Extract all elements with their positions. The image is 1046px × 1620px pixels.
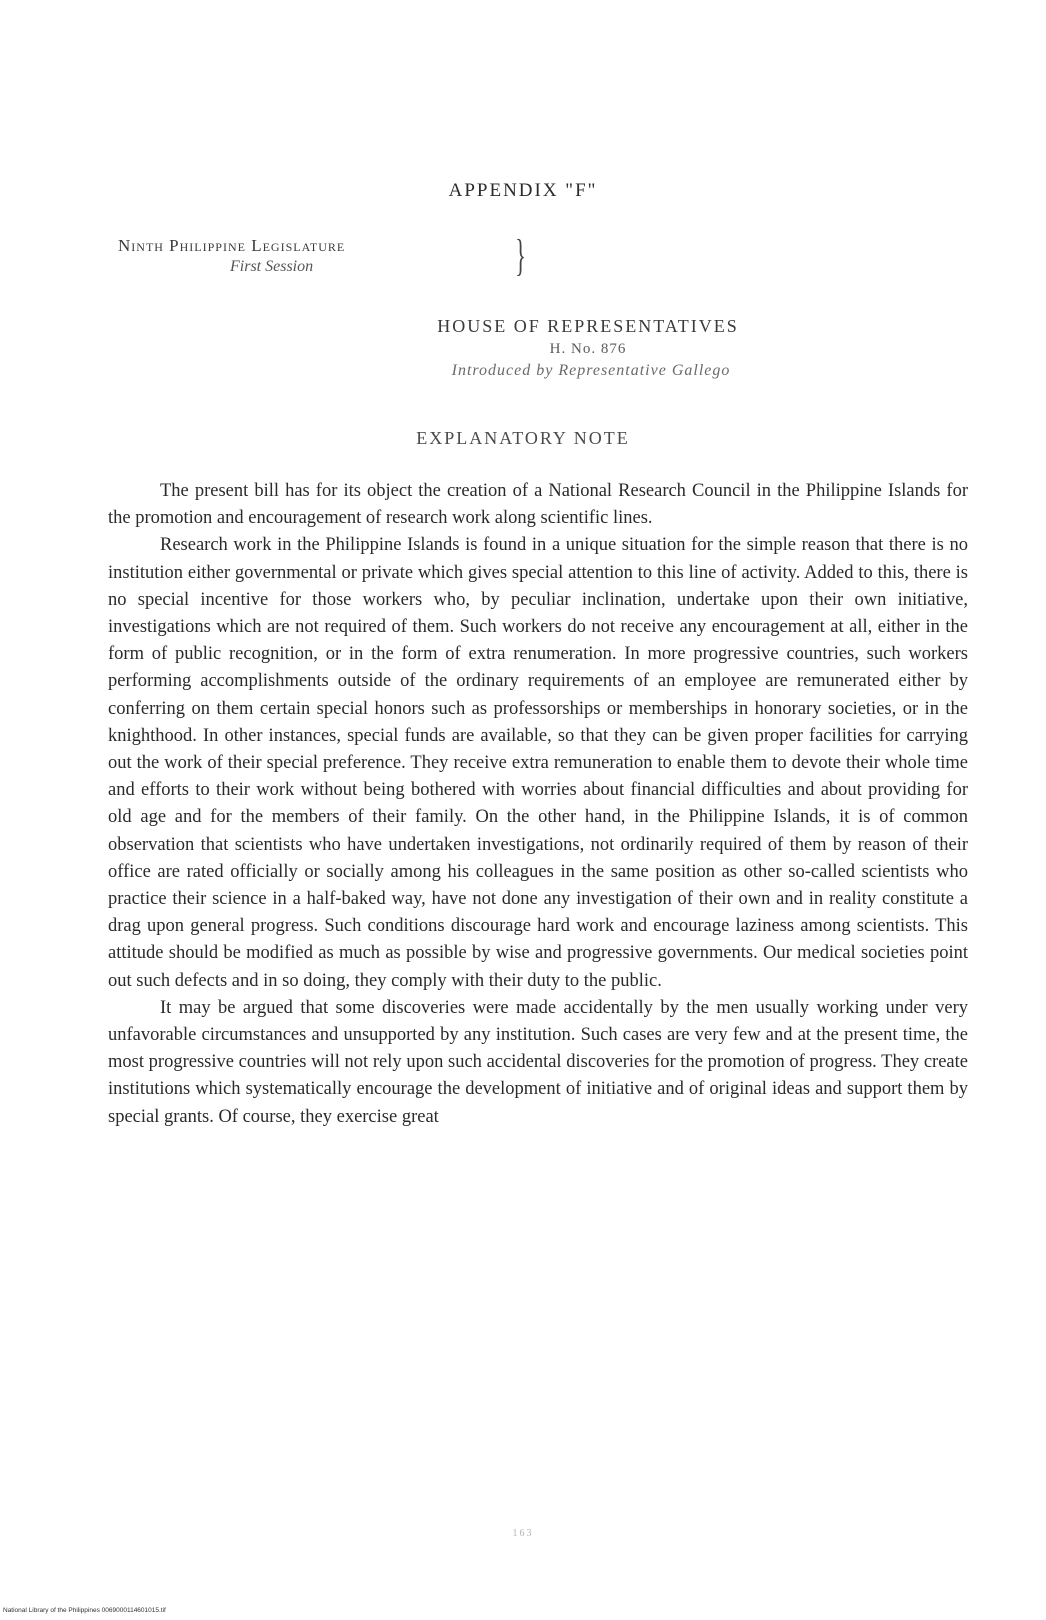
introduced-by: Introduced by Representative Gallego <box>451 362 731 379</box>
legislature-name: Ninth Philippine Legislature <box>118 236 346 255</box>
bill-number: H. No. 876 <box>549 341 627 357</box>
page-number: 163 <box>512 1528 534 1539</box>
brace-mark: } <box>515 231 526 280</box>
house-name: HOUSE OF REPRESENTATIVES <box>437 316 739 336</box>
appendix-title: APPENDIX "F" <box>448 180 598 201</box>
scan-footer-credit: National Library of the Philippines 0069000114601015.tif <box>3 1607 166 1614</box>
paragraph: Research work in the Philippine Islands is found in a unique situation for the simple reason that there is no institution either governmental or private which gives special attention to this line of activity. Added to this, there is no special incentive for those workers who, by peculiar inclination, undertake upon their own initiative, investigations which are not required of them. Such workers do not receive any encouragement at all, either in the form of public recognition, or in the form of extra renumeration. In more progressive countries, such workers performing accomplishments outside of the ordinary requirements of an employee are remunerated either by conferring on them certain special honors such as professorships or memberships in honorary societies, or in the knighthood. In other instances, special funds are available, so that they can be given proper facilities for carrying out the work of their special preference. They receive extra remuneration to enable them to devote their whole time and efforts to their work without being bothered with worries about financial difficulties and about providing for old age and for the members of their family. On the other hand, in the Philippine Islands, it is of common observation that scientists who have undertaken investigations, not ordinarily required of them by reason of their office are rated officially or socially among his colleagues in the same position as other so-called scientists who practice their science in a half-baked way, have not done any investigation of their own and in reality constitute a drag upon general progress. Such conditions discourage hard work and encourage laziness among scientists. This attitude should be modified as much as possible by wise and progressive governments. Our medical societies point out such defects and in so doing, they comply with their duty to the public. <box>108 535 968 991</box>
explanatory-note-title: EXPLANATORY NOTE <box>416 428 630 448</box>
legislature-header <box>118 231 538 280</box>
session-name: First Session <box>230 258 314 275</box>
paragraph: The present bill has for its object the creation of a National Research Council in the Philippine Islands for the promotion and encouragement of research work along scientific lines. <box>108 481 968 529</box>
paragraph: It may be argued that some discoveries were made accidentally by the men usually working under very unfavorable circumstances and unsupported by any institution. Such cases are very few and at the present time, the most progressive countries will not rely upon such accidental discoveries for the promotion of progress. They create institutions which systematically encourage the development of initiative and of original ideas and support them by special grants. Of course, they exercise great <box>108 997 968 1127</box>
body-text <box>108 478 968 1131</box>
house-header <box>0 316 1046 380</box>
